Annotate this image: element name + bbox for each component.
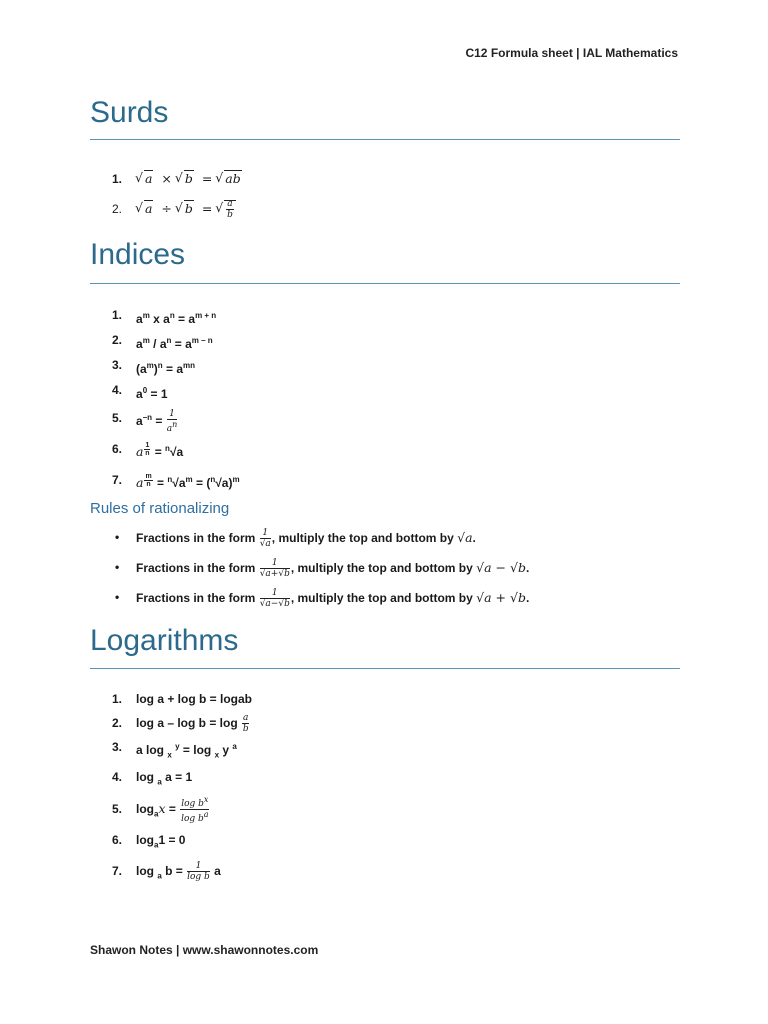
list-item: 1. √ a × √ b = √ ab <box>90 164 242 194</box>
list-item: • Fractions in the form $\frac{1}{√a}$ , multiply the top and bottom by √a. <box>90 523 529 553</box>
list-item: 2. √ a ÷ √ b = √ $\frac{a}{b}$ <box>90 194 242 224</box>
list-item: 4. log $_a$ a = 1 <box>112 770 193 787</box>
list-item: 4. $a^0 = 1$ <box>112 383 168 401</box>
logarithms-list <box>90 688 252 890</box>
list-item: • Fractions in the form $\frac{1}{√a+√b}$ , multiply the top and bottom by √a − √b. <box>90 553 529 583</box>
list-item: 7. log $_a$ b = $\frac{1}{\text{log b}}$ a <box>112 860 221 882</box>
rationalizing-list <box>90 523 529 613</box>
list-item: 7. a $^{\frac{m}{n}}$ = $^n√a^m = (^n√a)^m$ <box>112 472 240 491</box>
formula: √ a × √ b = √ ab <box>136 171 242 186</box>
indices-list <box>90 305 240 496</box>
section-title-surds: Surds <box>90 96 169 129</box>
list-item: 1. $a^m$ x $a^n = a^{m + n}$ <box>112 308 217 326</box>
section-divider <box>90 139 680 140</box>
list-item: 2. $a^m / a^n = a^{m - n}$ <box>112 333 213 351</box>
page-header: C12 Formula sheet | IAL Mathematics <box>465 46 678 60</box>
list-item: 5. $a^{-n}$ = $\frac{1}{a^n}$ <box>112 409 178 435</box>
section-divider <box>90 283 680 284</box>
list-item: 6. $\log_a1 = 0$ <box>112 833 186 850</box>
formula: √ a ÷ √ b = √ $\frac{a}{b}$ <box>136 201 236 216</box>
list-item: 5. $\log_ax$ = $\frac{\log b^x}{\log b^a}$ <box>112 795 209 825</box>
list-item: 6. a $^{\frac{1}{n}}$ = $^n$√a <box>112 441 184 460</box>
page-footer: Shawon Notes | www.shawonnotes.com <box>90 943 319 957</box>
list-item: 3. a log $_x$ $^y$ = log $_x$ y $^a$ <box>112 740 237 760</box>
section-title-indices: Indices <box>90 238 186 271</box>
section-title-logarithms: Logarithms <box>90 624 239 657</box>
list-item: 1. log a + log b = logab <box>112 692 253 706</box>
subsection-title-rationalizing: Rules of rationalizing <box>90 500 230 517</box>
list-item: 3. $(a^m)^n = a^{mn}$ <box>112 358 196 376</box>
list-item: 2. log a – log b = log $\frac{a}{b}$ <box>112 713 249 735</box>
section-divider <box>90 668 680 669</box>
list-item: • Fractions in the form $\frac{1}{√a-√b}$ , multiply the top and bottom by √a + √b. <box>90 583 529 613</box>
surds-list <box>90 164 242 224</box>
